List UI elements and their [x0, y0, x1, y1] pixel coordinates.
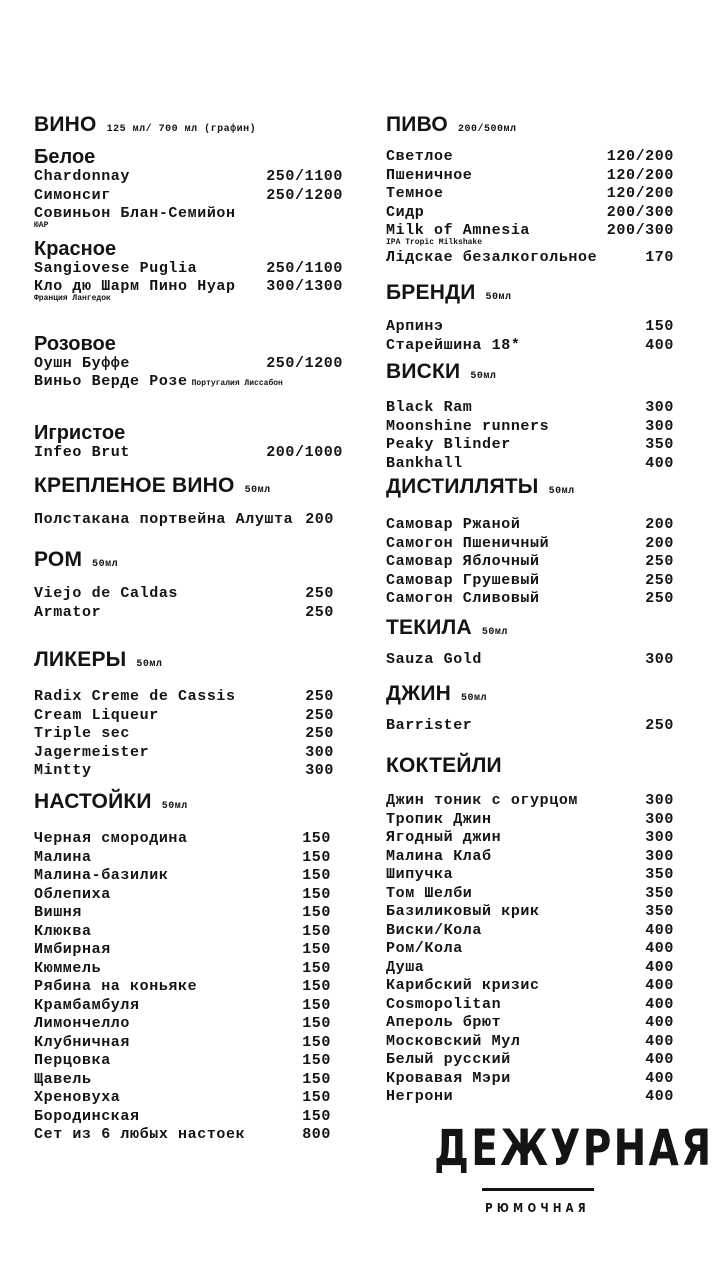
item-name: Джин тоник с огурцом: [386, 792, 579, 809]
gin-unit: 50мл: [461, 693, 488, 704]
item-price: 400: [645, 1014, 674, 1031]
item-name: Клюква: [34, 922, 92, 940]
item-name: Темное: [386, 185, 444, 202]
item-price: 250: [305, 706, 334, 724]
item-price: 150: [302, 1070, 331, 1088]
item-name: Сидр: [386, 203, 425, 221]
rum-heading: [34, 548, 334, 577]
menu-item: [386, 811, 674, 830]
menu-item: [34, 205, 343, 224]
rum-unit: 50мл: [92, 559, 119, 570]
menu-item: [34, 1089, 331, 1108]
item-price: 300: [645, 810, 674, 828]
item-price: 200: [645, 516, 674, 533]
item-name: Кровавая Мэри: [386, 1069, 511, 1087]
item-name: Оушн Буффе: [34, 354, 131, 372]
menu-item: [34, 830, 331, 849]
item-name: Крамбамбуля: [34, 996, 140, 1014]
section-tinctures: [34, 790, 331, 1145]
menu-item: [386, 1088, 674, 1107]
distillates-unit: 50мл: [548, 486, 575, 497]
section-gin: [386, 682, 674, 736]
item-name: Ром/Кола: [386, 940, 463, 957]
menu-item: [34, 744, 334, 763]
whisky-title: ВИСКИ: [386, 360, 461, 383]
item-name: Московский Мул: [386, 1032, 521, 1050]
menu-item: [34, 1071, 331, 1090]
item-price: 300/1300: [266, 278, 343, 295]
menu-item: [34, 278, 343, 297]
menu-item: [386, 903, 674, 922]
item-price: 250: [305, 585, 334, 602]
item-note: IPA Tropic Milkshake: [386, 237, 483, 247]
item-name: Арпинэ: [386, 318, 444, 335]
fortified-heading: [34, 474, 334, 503]
menu-item: [386, 148, 674, 167]
item-name: Cream Liqueur: [34, 706, 159, 724]
liqueurs-title: ЛИКЕРЫ: [34, 648, 127, 671]
menu-item: [34, 373, 343, 392]
whisky-heading: [386, 360, 674, 389]
beer-unit: 200/500мл: [457, 124, 517, 135]
item-name: Симонсиг: [34, 186, 111, 204]
item-name: Самовар Грушевый: [386, 571, 540, 589]
menu-item: [34, 168, 343, 187]
brandy-unit: 50мл: [485, 292, 512, 303]
menu-item: [386, 977, 674, 996]
item-price: 150: [302, 941, 331, 958]
item-price: 400: [645, 977, 674, 994]
item-price: 250: [645, 717, 674, 734]
menu-item: [386, 866, 674, 885]
item-price: 150: [302, 904, 331, 921]
item-name: Полстакана портвейна Алушта: [34, 511, 294, 528]
item-price: 120/200: [606, 148, 674, 165]
item-name: Самогон Сливовый: [386, 590, 540, 607]
item-price: 350: [645, 436, 674, 453]
wine-group: [34, 238, 343, 303]
item-name: Viejo de Caldas: [34, 585, 179, 602]
item-price: 150: [302, 830, 331, 847]
item-price: 400: [645, 1088, 674, 1105]
wine-group-title: Белое: [34, 146, 96, 168]
menu-item: [386, 572, 674, 591]
menu-item: [34, 904, 331, 923]
menu-item: [34, 511, 334, 530]
item-name: Светлое: [386, 148, 454, 165]
item-name: Black Ram: [386, 399, 473, 416]
item-price: 400: [645, 940, 674, 957]
item-price: 350: [645, 903, 674, 920]
menu-item: [386, 167, 674, 186]
item-name: Radix Creme de Cassis: [34, 688, 236, 705]
menu-item: [386, 792, 674, 811]
section-rum: [34, 548, 334, 622]
menu-item: [34, 604, 334, 623]
item-price: 400: [645, 1069, 674, 1087]
menu-item: [34, 688, 334, 707]
item-price: 150: [302, 1107, 331, 1125]
menu-item: [386, 717, 674, 736]
item-price: 200: [645, 534, 674, 552]
brandy-heading: [386, 281, 674, 310]
wine-title: ВИНО: [34, 113, 97, 136]
item-price: 300: [645, 829, 674, 846]
item-price: 400: [645, 336, 674, 354]
item-name: Infeo Brut: [34, 443, 131, 461]
menu-item: [386, 318, 674, 337]
item-price: 800: [302, 1126, 331, 1143]
menu-item: [386, 885, 674, 904]
tequila-heading: [386, 616, 674, 645]
menu-item: [386, 222, 674, 241]
item-price: 300: [645, 847, 674, 865]
item-price: 150: [302, 1089, 331, 1106]
item-name: Milk of Amnesia: [386, 222, 531, 239]
menu-item: [386, 553, 674, 572]
gin-heading: [386, 682, 674, 711]
menu-item: [34, 886, 331, 905]
item-price: 400: [645, 958, 674, 976]
gin-title: ДЖИН: [386, 682, 451, 705]
menu-item: [34, 960, 331, 979]
menu-item: [34, 1034, 331, 1053]
item-name: Малина: [34, 848, 92, 866]
item-price: 170: [645, 248, 674, 266]
item-price: 150: [302, 885, 331, 903]
item-name: Sangiovese Puglia: [34, 259, 198, 277]
item-price: 300: [305, 762, 334, 779]
item-name: Карибский кризис: [386, 977, 540, 994]
item-name: Самовар Яблочный: [386, 553, 540, 570]
item-price: 150: [645, 318, 674, 335]
fortified-title: КРЕПЛЕНОЕ ВИНО: [34, 474, 235, 497]
tinctures-title: НАСТОЙКИ: [34, 790, 152, 813]
menu-item: [34, 867, 331, 886]
logo-divider: [482, 1188, 594, 1191]
item-name: Armator: [34, 603, 102, 621]
menu-item: [386, 651, 674, 670]
item-price: 250: [645, 553, 674, 570]
item-name: Bankhall: [386, 454, 463, 472]
item-price: 200/300: [606, 203, 674, 221]
item-name: Вишня: [34, 904, 83, 921]
item-name: Малина-базилик: [34, 867, 169, 884]
menu-item: [386, 535, 674, 554]
section-wine: [34, 113, 343, 462]
item-name: Лідскае безалкогольное: [386, 248, 598, 266]
item-name: Лимончелло: [34, 1015, 131, 1032]
item-name: Виски/Кола: [386, 921, 483, 939]
item-price: 300: [305, 743, 334, 761]
menu-item: [34, 762, 334, 781]
logo: [405, 1118, 714, 1215]
item-price: 150: [302, 848, 331, 866]
item-name: Облепиха: [34, 885, 111, 903]
item-name: Бородинская: [34, 1107, 140, 1125]
item-price: 120/200: [606, 166, 674, 184]
item-name: Сет из 6 любых настоек: [34, 1126, 246, 1143]
menu-item: [34, 978, 331, 997]
item-name: Рябина на коньяке: [34, 978, 198, 995]
item-price: 300: [645, 792, 674, 809]
menu-item: [386, 848, 674, 867]
brandy-title: БРЕНДИ: [386, 281, 476, 304]
item-price: 200/1000: [266, 443, 343, 461]
menu-item: [386, 418, 674, 437]
menu-item: [386, 516, 674, 535]
item-name: Пшеничное: [386, 166, 473, 184]
item-price: 250/1100: [266, 259, 343, 277]
item-name: Совиньон Блан-Семийон: [34, 205, 236, 222]
item-name: Triple sec: [34, 725, 131, 742]
item-price: 250: [645, 590, 674, 607]
item-name: Самогон Пшеничный: [386, 534, 550, 552]
menu-item: [34, 707, 334, 726]
menu-item: [386, 185, 674, 204]
item-price: 250: [305, 688, 334, 705]
tinctures-unit: 50мл: [161, 801, 188, 812]
item-price: 300: [645, 417, 674, 435]
menu-item: [34, 187, 343, 206]
wine-group: [34, 146, 343, 230]
menu-item: [34, 444, 343, 463]
logo-subtitle: РЮМОЧНАЯ: [485, 1201, 590, 1215]
item-name: Самовар Ржаной: [386, 516, 521, 533]
menu-item: [386, 922, 674, 941]
menu-item: [34, 1126, 331, 1145]
wine-group-title: Игристое: [34, 421, 126, 444]
cocktails-heading: [386, 754, 674, 778]
item-price: 250: [305, 725, 334, 742]
beer-title: ПИВО: [386, 113, 448, 136]
menu-item: [34, 849, 331, 868]
item-name: Хреновуха: [34, 1089, 121, 1106]
item-name: Черная смородина: [34, 830, 188, 847]
menu-item: [386, 829, 674, 848]
item-price: 250/1200: [266, 186, 343, 204]
liqueurs-unit: 50мл: [136, 659, 163, 670]
section-fortified: [34, 474, 334, 530]
item-name: Том Шелби: [386, 884, 473, 902]
item-name: Peaky Blinder: [386, 436, 511, 453]
menu-item: [34, 585, 334, 604]
section-distillates: [386, 475, 674, 609]
menu-item: [34, 941, 331, 960]
item-note: Франция Лангедок: [34, 293, 111, 303]
item-price: 150: [302, 922, 331, 940]
item-price: 150: [302, 1033, 331, 1051]
item-name: Jagermeister: [34, 743, 150, 761]
item-price: 250: [305, 603, 334, 621]
distillates-heading: [386, 475, 674, 504]
item-note: ЮАР: [34, 220, 49, 230]
item-price: 400: [645, 1051, 674, 1068]
item-price: 400: [645, 454, 674, 472]
menu-item: [34, 1108, 331, 1127]
tequila-unit: 50мл: [481, 627, 508, 638]
item-price: 250: [645, 571, 674, 589]
menu-item: [34, 725, 334, 744]
menu-item: [386, 1051, 674, 1070]
menu-item: [386, 1033, 674, 1052]
item-name: Виньо Верде Розе: [34, 373, 188, 390]
item-name: Moonshine runners: [386, 417, 550, 435]
beer-heading: [386, 113, 674, 142]
menu-item: [34, 1015, 331, 1034]
tinctures-heading: [34, 790, 331, 819]
item-origin: Португалия Лиссабон: [191, 379, 283, 388]
item-price: 300: [645, 399, 674, 416]
item-name: Белый русский: [386, 1051, 511, 1068]
wine-group-title: Розовое: [34, 332, 116, 355]
item-price: 200: [305, 511, 334, 528]
wine-unit: 125 мл/ 700 мл (графин): [106, 124, 257, 135]
item-name: Ягодный джин: [386, 829, 502, 846]
menu-item: [34, 355, 343, 374]
item-price: 400: [645, 1032, 674, 1050]
item-name: Cosmopolitan: [386, 995, 502, 1013]
menu-item: [386, 1014, 674, 1033]
item-price: 150: [302, 959, 331, 977]
distillates-title: ДИСТИЛЛЯТЫ: [386, 475, 539, 498]
item-name: Базиликовый крик: [386, 903, 540, 920]
menu-item: [34, 260, 343, 279]
section-cocktails: [386, 754, 674, 1107]
rum-title: РОМ: [34, 548, 83, 571]
section-liqueurs: [34, 648, 334, 781]
item-name: Малина Клаб: [386, 847, 492, 865]
item-price: 350: [645, 866, 674, 883]
item-name: Щавель: [34, 1070, 92, 1088]
menu-item: [386, 590, 674, 609]
liqueurs-heading: [34, 648, 334, 677]
section-tequila: [386, 616, 674, 670]
item-price: 150: [302, 1052, 331, 1069]
menu-item: [386, 455, 674, 474]
item-price: 150: [302, 1015, 331, 1032]
item-price: 150: [302, 996, 331, 1014]
item-price: 200/300: [606, 222, 674, 239]
item-price: 350: [645, 884, 674, 902]
menu-item: [34, 997, 331, 1016]
item-name: Клубничная: [34, 1033, 131, 1051]
section-brandy: [386, 281, 674, 355]
item-name: Старейшина 18*: [386, 336, 521, 354]
item-price: 400: [645, 921, 674, 939]
item-name: Перцовка: [34, 1052, 111, 1069]
section-beer: [386, 113, 674, 267]
wine-heading: [34, 113, 343, 142]
menu-item: [386, 399, 674, 418]
item-price: 120/200: [606, 185, 674, 202]
menu-item: [34, 923, 331, 942]
tequila-title: ТЕКИЛА: [386, 616, 472, 639]
item-name: Негрони: [386, 1088, 454, 1105]
menu-item: [386, 204, 674, 223]
item-name: Barrister: [386, 717, 473, 734]
item-name: Тропик Джин: [386, 810, 492, 828]
whisky-unit: 50мл: [470, 371, 497, 382]
fortified-unit: 50мл: [244, 485, 271, 496]
item-name: Sauza Gold: [386, 651, 483, 668]
item-name: Имбирная: [34, 941, 111, 958]
item-name: Chardonnay: [34, 168, 131, 185]
menu-item: [386, 959, 674, 978]
menu-item: [386, 940, 674, 959]
menu-item: [386, 436, 674, 455]
item-name: Шипучка: [386, 866, 454, 883]
menu-item: [34, 1052, 331, 1071]
item-name: Mintty: [34, 762, 92, 779]
item-name: Кло дю Шарм Пино Нуар: [34, 278, 236, 295]
menu-item: [386, 337, 674, 356]
wine-group-title: Красное: [34, 237, 117, 260]
item-price: 250/1100: [266, 168, 343, 185]
wine-group: [34, 422, 343, 463]
item-price: 300: [645, 651, 674, 668]
menu-item: [386, 1070, 674, 1089]
section-whisky: [386, 360, 674, 473]
logo-title: ДЕЖУРНАЯ: [434, 1119, 714, 1177]
item-name: Апероль брют: [386, 1014, 502, 1031]
item-price: 250/1200: [266, 354, 343, 372]
item-name: Кюммель: [34, 959, 102, 977]
item-price: 150: [302, 867, 331, 884]
item-price: 400: [645, 995, 674, 1013]
menu-item: [386, 249, 674, 268]
item-price: 150: [302, 978, 331, 995]
item-name: Душа: [386, 958, 425, 976]
wine-group: [34, 333, 343, 392]
menu-item: [386, 996, 674, 1015]
cocktails-title: КОКТЕЙЛИ: [386, 754, 502, 777]
